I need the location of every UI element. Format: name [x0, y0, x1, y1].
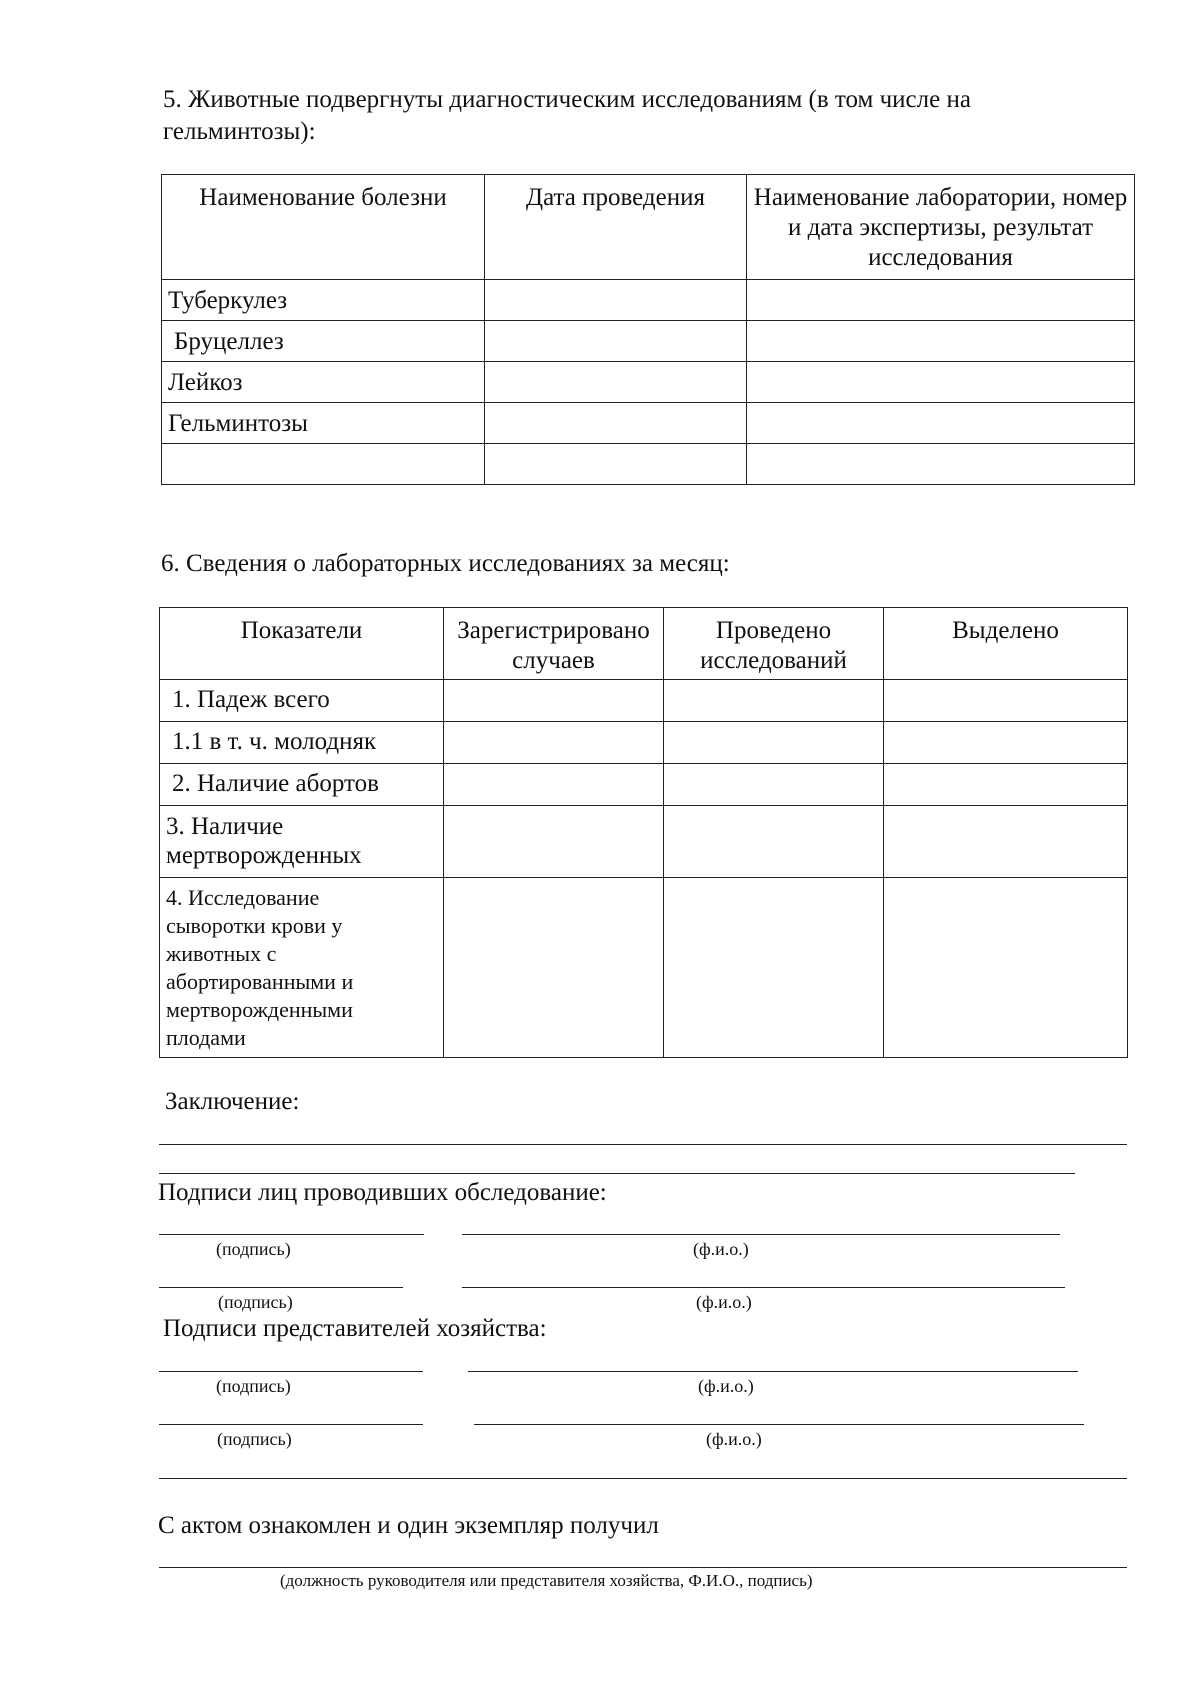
- disease-name: Гельминтозы: [162, 403, 485, 444]
- name-caption: (ф.и.о.): [693, 1239, 749, 1259]
- indicator-name: 4. Исследование сыворотки крови у животных с абортированными и мертворожденными плодами: [160, 878, 444, 1058]
- empty-cell[interactable]: [485, 362, 747, 403]
- section5-heading-line1: 5. Животные подвергнуты диагностическим исследованиям (в том числе на: [163, 86, 971, 113]
- empty-cell[interactable]: [884, 722, 1128, 764]
- signature-caption: (подпись): [217, 1429, 292, 1449]
- signature-caption: (подпись): [216, 1239, 291, 1259]
- signature-caption: (подпись): [218, 1292, 293, 1312]
- farm-rep-1-name-line[interactable]: [468, 1371, 1078, 1372]
- farm-rep-1-signature-line[interactable]: [159, 1371, 423, 1372]
- table-row: [162, 321, 1135, 362]
- empty-cell[interactable]: [485, 403, 747, 444]
- disease-name: Лейкоз: [162, 362, 485, 403]
- empty-cell[interactable]: [884, 806, 1128, 878]
- lab-studies-table: [159, 607, 1128, 1058]
- empty-cell[interactable]: [485, 444, 747, 485]
- empty-cell[interactable]: [747, 321, 1135, 362]
- indicator-name: 2. Наличие абортов: [160, 764, 444, 806]
- name-caption: (ф.и.о.): [696, 1292, 752, 1312]
- diagnostics-table: [161, 174, 1135, 485]
- lab-col-conducted: Проведено исследований: [664, 608, 884, 680]
- indicator-name: 3. Наличие мертворожденных: [160, 806, 444, 878]
- farm-rep-2-signature-line[interactable]: [159, 1424, 423, 1425]
- separator-line: [159, 1478, 1127, 1479]
- empty-cell[interactable]: [747, 403, 1135, 444]
- empty-cell[interactable]: [664, 680, 884, 722]
- empty-cell[interactable]: [485, 321, 747, 362]
- empty-cell[interactable]: [664, 722, 884, 764]
- inspector-1-name-line[interactable]: [462, 1234, 1060, 1235]
- empty-cell[interactable]: [747, 444, 1135, 485]
- indicator-name: 1. Падеж всего: [160, 680, 444, 722]
- empty-cell[interactable]: [444, 722, 664, 764]
- name-caption: (ф.и.о.): [706, 1429, 762, 1449]
- acknowledgement-text: С актом ознакомлен и один экземпляр получил: [158, 1512, 659, 1539]
- diagnostics-header-row: [162, 175, 1135, 280]
- acknowledgement-line[interactable]: [159, 1567, 1127, 1568]
- table-row: [160, 680, 1128, 722]
- empty-cell[interactable]: [444, 878, 664, 1058]
- table-row: [160, 722, 1128, 764]
- table-row: [160, 806, 1128, 878]
- empty-cell[interactable]: [884, 764, 1128, 806]
- name-caption: (ф.и.о.): [698, 1376, 754, 1396]
- section5-heading-line2: гельминтозы):: [163, 118, 316, 145]
- acknowledgement-caption: (должность руководителя или представителя хозяйства, Ф.И.О., подпись): [280, 1571, 813, 1590]
- table-row: [160, 764, 1128, 806]
- empty-cell[interactable]: [664, 806, 884, 878]
- disease-name: Бруцеллез: [162, 321, 485, 362]
- indicator-name: 1.1 в т. ч. молодняк: [160, 722, 444, 764]
- table-row: [162, 444, 1135, 485]
- table-row: [162, 362, 1135, 403]
- inspector-2-name-line[interactable]: [462, 1287, 1065, 1288]
- empty-cell[interactable]: [747, 280, 1135, 321]
- inspector-1-signature-line[interactable]: [159, 1234, 424, 1235]
- empty-cell[interactable]: [884, 878, 1128, 1058]
- lab-header-row: [160, 608, 1128, 680]
- diagnostics-col-date: Дата проведения: [485, 175, 747, 280]
- farm-rep-2-name-line[interactable]: [474, 1424, 1084, 1425]
- inspectors-heading: Подписи лиц проводивших обследование:: [158, 1179, 607, 1206]
- inspector-2-signature-line[interactable]: [159, 1287, 403, 1288]
- table-row: [162, 403, 1135, 444]
- conclusion-label: Заключение:: [165, 1088, 300, 1115]
- disease-name: [162, 444, 485, 485]
- conclusion-line-1[interactable]: [159, 1144, 1127, 1145]
- empty-cell[interactable]: [884, 680, 1128, 722]
- empty-cell[interactable]: [664, 878, 884, 1058]
- empty-cell[interactable]: [747, 362, 1135, 403]
- table-row: [160, 878, 1128, 1058]
- empty-cell[interactable]: [664, 764, 884, 806]
- lab-col-registered: Зарегистрировано случаев: [444, 608, 664, 680]
- diagnostics-col-lab: Наименование лаборатории, номер и дата экспертизы, результат исследования: [747, 175, 1135, 280]
- table-row: [162, 280, 1135, 321]
- empty-cell[interactable]: [444, 764, 664, 806]
- lab-col-isolated: Выделено: [884, 608, 1128, 680]
- lab-col-indicators: Показатели: [160, 608, 444, 680]
- farm-reps-heading: Подписи представителей хозяйства:: [163, 1315, 547, 1342]
- conclusion-line-2[interactable]: [159, 1173, 1075, 1174]
- signature-caption: (подпись): [216, 1376, 291, 1396]
- empty-cell[interactable]: [444, 680, 664, 722]
- diagnostics-col-disease: Наименование болезни: [162, 175, 485, 280]
- disease-name: Туберкулез: [162, 280, 485, 321]
- section6-heading: 6. Сведения о лабораторных исследованиях за месяц:: [161, 550, 730, 577]
- empty-cell[interactable]: [485, 280, 747, 321]
- empty-cell[interactable]: [444, 806, 664, 878]
